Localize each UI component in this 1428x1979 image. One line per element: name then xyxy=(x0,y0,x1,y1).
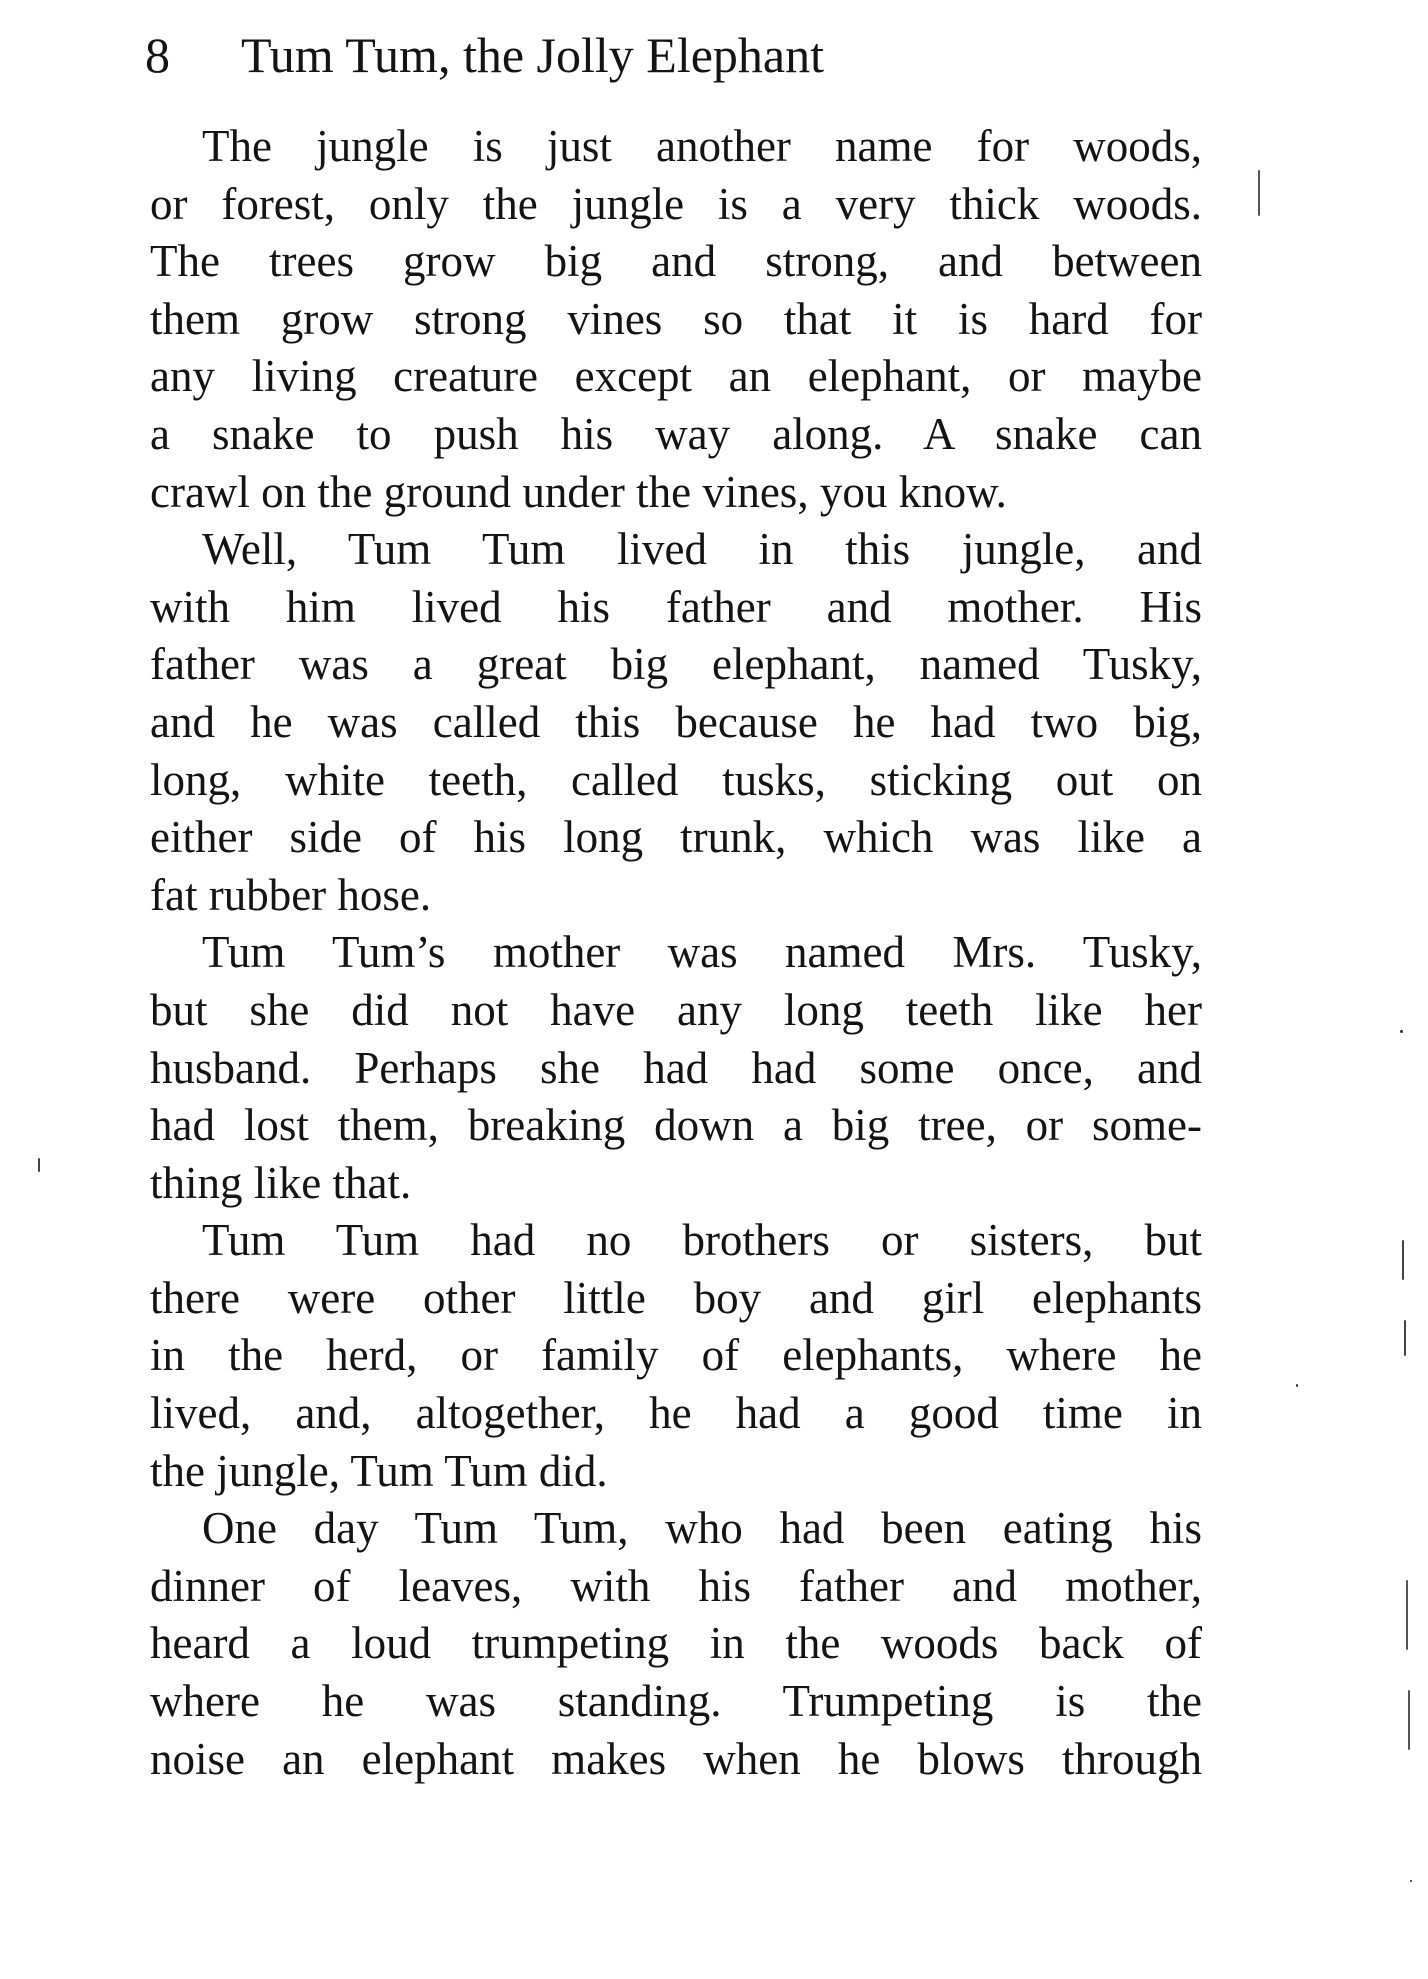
scan-speck xyxy=(1258,170,1260,216)
text-line: Tum Tum had no brothers or sisters, but xyxy=(202,1215,1202,1266)
scan-speck xyxy=(1406,1580,1408,1650)
text-line: and he was called this because he had two big, xyxy=(150,696,1202,747)
text-line: with him lived his father and mother. His xyxy=(150,581,1202,632)
scan-speck xyxy=(1402,1240,1404,1280)
scan-speck xyxy=(1404,1320,1406,1356)
text-line: father was a great big elephant, named Tusky, xyxy=(150,639,1202,690)
text-line: thing like that. xyxy=(150,1157,412,1208)
text-line: fat rubber hose. xyxy=(150,869,432,920)
page-header xyxy=(145,20,1205,90)
text-line: noise an elephant makes when he blows through xyxy=(150,1733,1202,1784)
paragraph-trumpeting xyxy=(150,1500,1202,1788)
text-line: either side of his long trunk, which was like a xyxy=(150,812,1202,863)
text-line: the jungle, Tum Tum did. xyxy=(150,1445,608,1496)
text-line: lived, and, altogether, he had a good time in xyxy=(150,1388,1202,1439)
text-line: Tum Tum’s mother was named Mrs. Tusky, xyxy=(202,927,1202,978)
text-line: The jungle is just another name for woods, xyxy=(202,121,1202,171)
paragraph-jungle xyxy=(150,118,1202,521)
page-number: 8 xyxy=(145,27,170,83)
text-line: a snake to push his way along. A snake can xyxy=(150,408,1202,459)
paragraph-father xyxy=(150,521,1202,924)
text-line: had lost them, breaking down a big tree, or some- xyxy=(150,1100,1202,1151)
text-line: but she did not have any long teeth like her xyxy=(150,984,1202,1035)
text-line: Well, Tum Tum lived in this jungle, and xyxy=(202,524,1202,575)
text-line: where he was standing. Trumpeting is the xyxy=(150,1676,1202,1727)
scan-speck xyxy=(1296,1384,1298,1387)
paragraph-herd xyxy=(150,1212,1202,1500)
text-line: in the herd, or family of elephants, where he xyxy=(150,1330,1202,1381)
text-line: heard a loud trumpeting in the woods back of xyxy=(150,1618,1202,1669)
text-line: dinner of leaves, with his father and mother, xyxy=(150,1560,1202,1611)
scan-speck xyxy=(1408,1690,1410,1750)
body-text xyxy=(150,118,1202,1788)
text-line: them grow strong vines so that it is hard for xyxy=(150,293,1202,344)
running-title: Tum Tum, the Jolly Elephant xyxy=(241,27,824,83)
text-line: or forest, only the jungle is a very thick woods. xyxy=(150,178,1202,229)
text-line: One day Tum Tum, who had been eating his xyxy=(202,1503,1202,1554)
scan-speck xyxy=(1400,1030,1403,1033)
scan-speck xyxy=(38,1158,40,1172)
paragraph-mother xyxy=(150,924,1202,1212)
scan-speck xyxy=(1410,1880,1412,1882)
text-line: long, white teeth, called tusks, sticking out on xyxy=(150,754,1202,805)
text-line: crawl on the ground under the vines, you know. xyxy=(150,466,1007,517)
text-line: there were other little boy and girl elephants xyxy=(150,1272,1202,1323)
text-line: husband. Perhaps she had had some once, and xyxy=(150,1042,1202,1093)
text-line: any living creature except an elephant, or maybe xyxy=(150,351,1202,402)
text-line: The trees grow big and strong, and between xyxy=(150,236,1202,287)
